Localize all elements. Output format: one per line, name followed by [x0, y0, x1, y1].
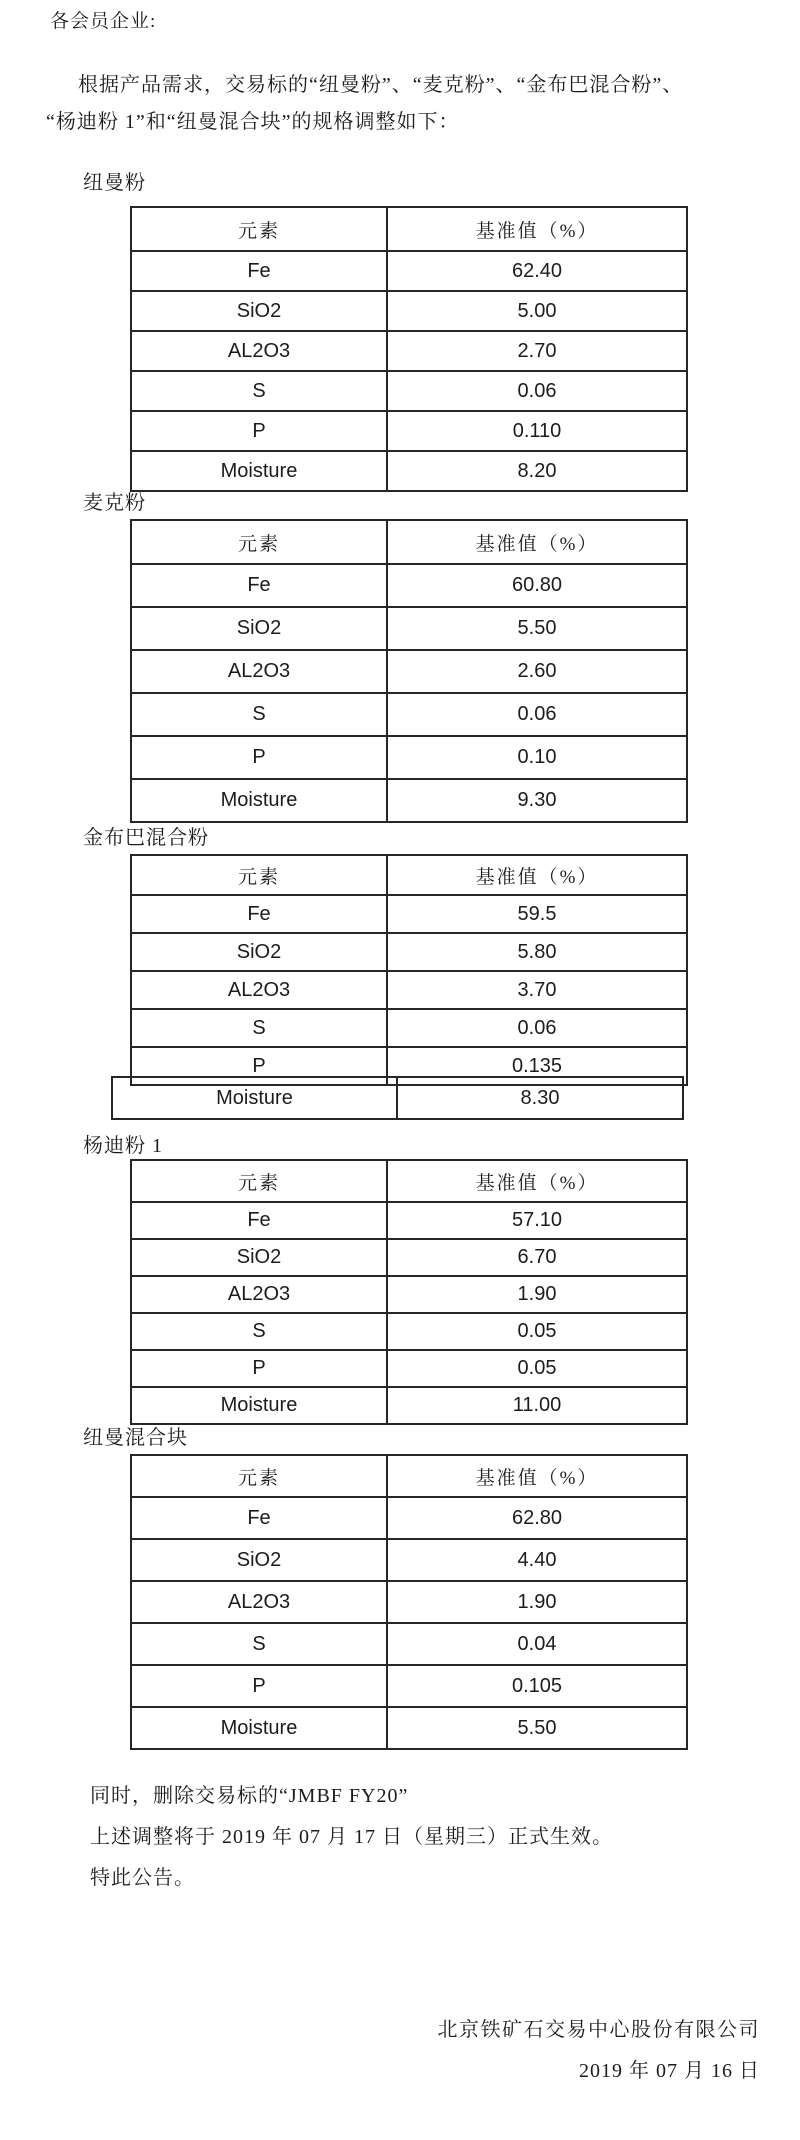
element-cell: P	[131, 1350, 387, 1387]
value-cell: 8.20	[387, 451, 687, 491]
table-row	[131, 1202, 687, 1239]
salutation: 各会员企业:	[50, 11, 157, 32]
header-row	[131, 855, 687, 895]
table-row	[131, 895, 687, 933]
table-row	[131, 650, 687, 693]
value-cell: 4.40	[387, 1539, 687, 1581]
signature-company: 北京铁矿石交易中心股份有限公司	[437, 2019, 760, 2041]
spec-table-jimblebar-blend-fines	[130, 854, 688, 1086]
value-cell: 2.60	[387, 650, 687, 693]
element-cell: P	[131, 411, 387, 451]
value-cell: 0.105	[387, 1665, 687, 1707]
table-row	[131, 736, 687, 779]
table-row	[112, 1077, 683, 1119]
table-row	[131, 971, 687, 1009]
closing-line-announcement: 特此公告。	[90, 1867, 195, 1889]
value-cell: 5.50	[387, 1707, 687, 1749]
element-cell: SiO2	[131, 291, 387, 331]
element-cell: S	[131, 1009, 387, 1047]
element-cell: Moisture	[131, 1707, 387, 1749]
table-row	[131, 1581, 687, 1623]
element-cell: Moisture	[112, 1077, 397, 1119]
element-cell: S	[131, 693, 387, 736]
intro-paragraph-line1: 根据产品需求，交易标的“纽曼粉”、“麦克粉”、“金布巴混合粉”、	[78, 74, 684, 96]
element-cell: Fe	[131, 1202, 387, 1239]
table-row	[131, 1387, 687, 1424]
table-row	[131, 1665, 687, 1707]
value-cell: 0.135	[387, 1047, 687, 1085]
header-row	[131, 207, 687, 251]
table-row	[131, 933, 687, 971]
col-header-basis-value: 基准值（%）	[387, 1455, 687, 1497]
element-cell: AL2O3	[131, 971, 387, 1009]
intro-paragraph-line2: “杨迪粉 1”和“纽曼混合块”的规格调整如下：	[46, 111, 460, 133]
spec-table-yandi-fines-1	[130, 1159, 688, 1425]
table-title-jimblebar-blend-fines: 金布巴混合粉	[83, 827, 209, 849]
table-row	[131, 607, 687, 650]
element-cell: AL2O3	[131, 650, 387, 693]
col-header-element: 元素	[131, 1160, 387, 1202]
table-row	[131, 1539, 687, 1581]
element-cell: P	[131, 1047, 387, 1085]
element-cell: Moisture	[131, 1387, 387, 1424]
value-cell: 5.00	[387, 291, 687, 331]
value-cell: 62.40	[387, 251, 687, 291]
element-cell: AL2O3	[131, 331, 387, 371]
col-header-basis-value: 基准值（%）	[387, 1160, 687, 1202]
header-row	[131, 520, 687, 564]
table-title-mac-fines: 麦克粉	[83, 492, 146, 514]
table-row	[131, 1497, 687, 1539]
value-cell: 0.06	[387, 1009, 687, 1047]
header-row	[131, 1455, 687, 1497]
value-cell: 0.05	[387, 1313, 687, 1350]
value-cell: 62.80	[387, 1497, 687, 1539]
spec-table-jimblebar-moisture-row	[111, 1076, 684, 1120]
table-row	[131, 1707, 687, 1749]
element-cell: AL2O3	[131, 1581, 387, 1623]
value-cell: 8.30	[397, 1077, 683, 1119]
col-header-element: 元素	[131, 520, 387, 564]
table-title-newman-blend-lump: 纽曼混合块	[83, 1427, 188, 1449]
closing-line-effective-date: 上述调整将于 2019 年 07 月 17 日（星期三）正式生效。	[90, 1826, 613, 1848]
table-row	[131, 1239, 687, 1276]
table-row	[131, 693, 687, 736]
element-cell: Moisture	[131, 779, 387, 822]
value-cell: 60.80	[387, 564, 687, 607]
table-row	[131, 331, 687, 371]
value-cell: 11.00	[387, 1387, 687, 1424]
element-cell: SiO2	[131, 1539, 387, 1581]
spec-table-newman-fines	[130, 206, 688, 492]
value-cell: 0.10	[387, 736, 687, 779]
spec-table-mac-fines	[130, 519, 688, 823]
value-cell: 5.50	[387, 607, 687, 650]
value-cell: 0.04	[387, 1623, 687, 1665]
value-cell: 0.110	[387, 411, 687, 451]
value-cell: 1.90	[387, 1581, 687, 1623]
element-cell: SiO2	[131, 933, 387, 971]
element-cell: Fe	[131, 251, 387, 291]
value-cell: 0.06	[387, 371, 687, 411]
table-row	[131, 564, 687, 607]
value-cell: 6.70	[387, 1239, 687, 1276]
element-cell: Fe	[131, 564, 387, 607]
value-cell: 1.90	[387, 1276, 687, 1313]
header-row	[131, 1160, 687, 1202]
element-cell: SiO2	[131, 607, 387, 650]
value-cell: 2.70	[387, 331, 687, 371]
element-cell: S	[131, 1313, 387, 1350]
value-cell: 0.06	[387, 693, 687, 736]
table-row	[131, 1276, 687, 1313]
col-header-basis-value: 基准值（%）	[387, 207, 687, 251]
element-cell: P	[131, 1665, 387, 1707]
element-cell: S	[131, 371, 387, 411]
col-header-element: 元素	[131, 207, 387, 251]
table-row	[131, 1623, 687, 1665]
value-cell: 59.5	[387, 895, 687, 933]
table-row	[131, 1350, 687, 1387]
table-row	[131, 371, 687, 411]
element-cell: Moisture	[131, 451, 387, 491]
spec-table-newman-blend-lump	[130, 1454, 688, 1750]
table-row	[131, 1009, 687, 1047]
value-cell: 5.80	[387, 933, 687, 971]
table-row	[131, 291, 687, 331]
element-cell: SiO2	[131, 1239, 387, 1276]
table-row	[131, 779, 687, 822]
element-cell: Fe	[131, 895, 387, 933]
table-row	[131, 251, 687, 291]
col-header-basis-value: 基准值（%）	[387, 520, 687, 564]
value-cell: 9.30	[387, 779, 687, 822]
element-cell: P	[131, 736, 387, 779]
table-row	[131, 451, 687, 491]
value-cell: 57.10	[387, 1202, 687, 1239]
element-cell: S	[131, 1623, 387, 1665]
element-cell: AL2O3	[131, 1276, 387, 1313]
table-row	[131, 1313, 687, 1350]
closing-line-delete-jmbf: 同时，删除交易标的“JMBF FY20”	[90, 1785, 409, 1807]
table-row	[131, 411, 687, 451]
element-cell: Fe	[131, 1497, 387, 1539]
value-cell: 0.05	[387, 1350, 687, 1387]
table-title-newman-fines: 纽曼粉	[83, 172, 146, 194]
col-header-element: 元素	[131, 855, 387, 895]
value-cell: 3.70	[387, 971, 687, 1009]
col-header-element: 元素	[131, 1455, 387, 1497]
signature-date: 2019 年 07 月 16 日	[579, 2060, 760, 2082]
table-title-yandi-fines-1: 杨迪粉 1	[83, 1135, 163, 1157]
col-header-basis-value: 基准值（%）	[387, 855, 687, 895]
